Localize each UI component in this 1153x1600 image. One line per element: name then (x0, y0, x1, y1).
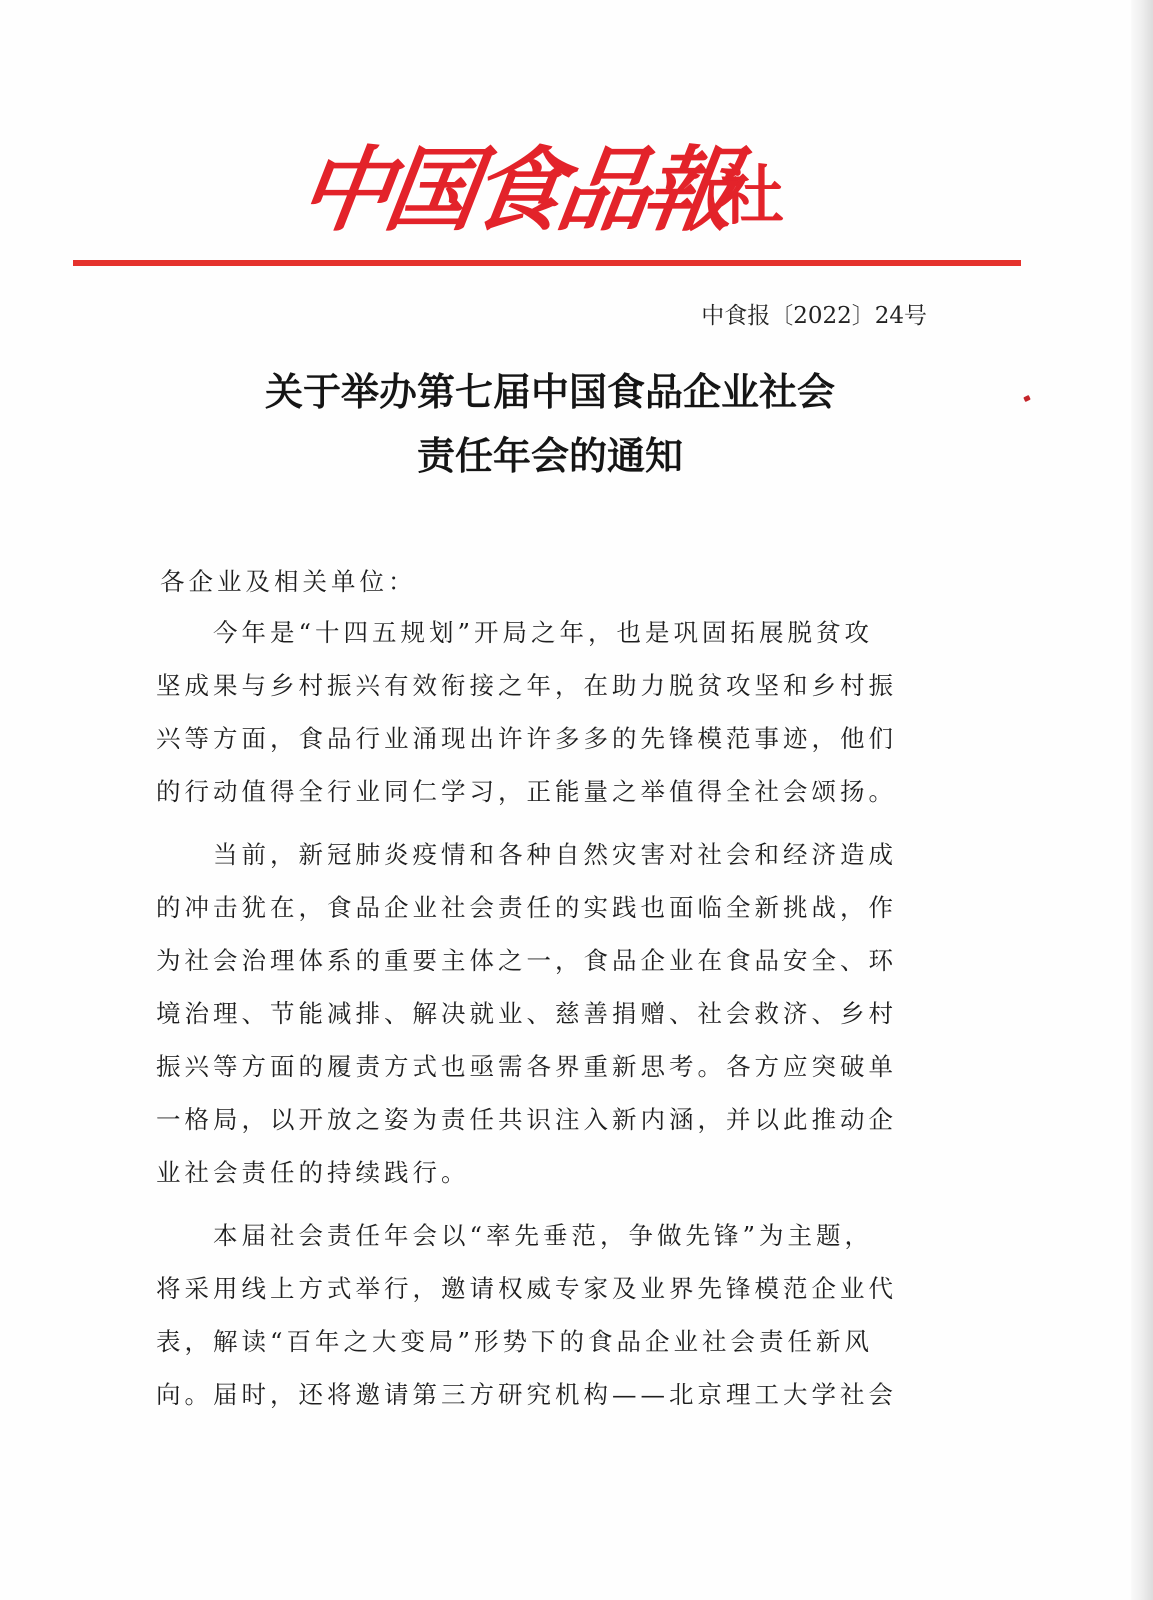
salutation: 各企业及相关单位： (160, 567, 417, 596)
paragraph-1 (156, 606, 934, 818)
body-line: 的行动值得全行业同仁学习，正能量之举值得全社会颂扬。 (156, 777, 897, 806)
stray-red-mark (1023, 395, 1031, 402)
masthead-calligraphy: 中国食品報 (292, 136, 738, 244)
masthead-logo (292, 136, 800, 250)
paragraph-3 (156, 1209, 934, 1421)
body-line: 本届社会责任年会以“率先垂范，争做先锋”为主题， (156, 1221, 874, 1250)
title-line-1: 关于举办第七届中国食品企业社会 (264, 370, 835, 414)
body-line: 当前，新冠肺炎疫情和各种自然灾害对社会和经济造成 (156, 840, 897, 869)
body-line: 兴等方面，食品行业涌现出许许多多的先锋模范事迹，他们 (156, 724, 897, 753)
body-line: 为社会治理体系的重要主体之一，食品企业在食品安全、环 (156, 946, 897, 975)
scan-edge-shadow (1131, 0, 1153, 1600)
document-number: 中食报〔2022〕24号 (701, 303, 927, 329)
masthead-suffix: 社 (720, 159, 784, 234)
title-line-2: 责任年会的通知 (416, 434, 683, 478)
notice-body (156, 560, 934, 1431)
body-line: 表，解读“百年之大变局”形势下的食品企业社会责任新风 (156, 1327, 874, 1356)
body-line: 一格局，以开放之姿为责任共识注入新内涵，并以此推动企 (156, 1105, 897, 1134)
paragraph-2 (156, 828, 934, 1199)
body-line: 坚成果与乡村振兴有效衔接之年，在助力脱贫攻坚和乡村振 (156, 671, 897, 700)
body-line: 业社会责任的持续践行。 (156, 1158, 470, 1187)
body-line: 的冲击犹在，食品企业社会责任的实践也面临全新挑战，作 (156, 893, 897, 922)
body-line: 将采用线上方式举行，邀请权威专家及业界先锋模范企业代 (156, 1274, 897, 1303)
notice-title (150, 360, 950, 488)
header-red-rule (73, 260, 1021, 266)
body-line: 境治理、节能减排、解决就业、慈善捐赠、社会救济、乡村 (156, 999, 897, 1028)
body-line: 向。届时，还将邀请第三方研究机构——北京理工大学社会 (156, 1380, 897, 1409)
body-line: 振兴等方面的履责方式也亟需各界重新思考。各方应突破单 (156, 1052, 897, 1081)
body-line: 今年是“十四五规划”开局之年，也是巩固拓展脱贫攻 (156, 618, 874, 647)
